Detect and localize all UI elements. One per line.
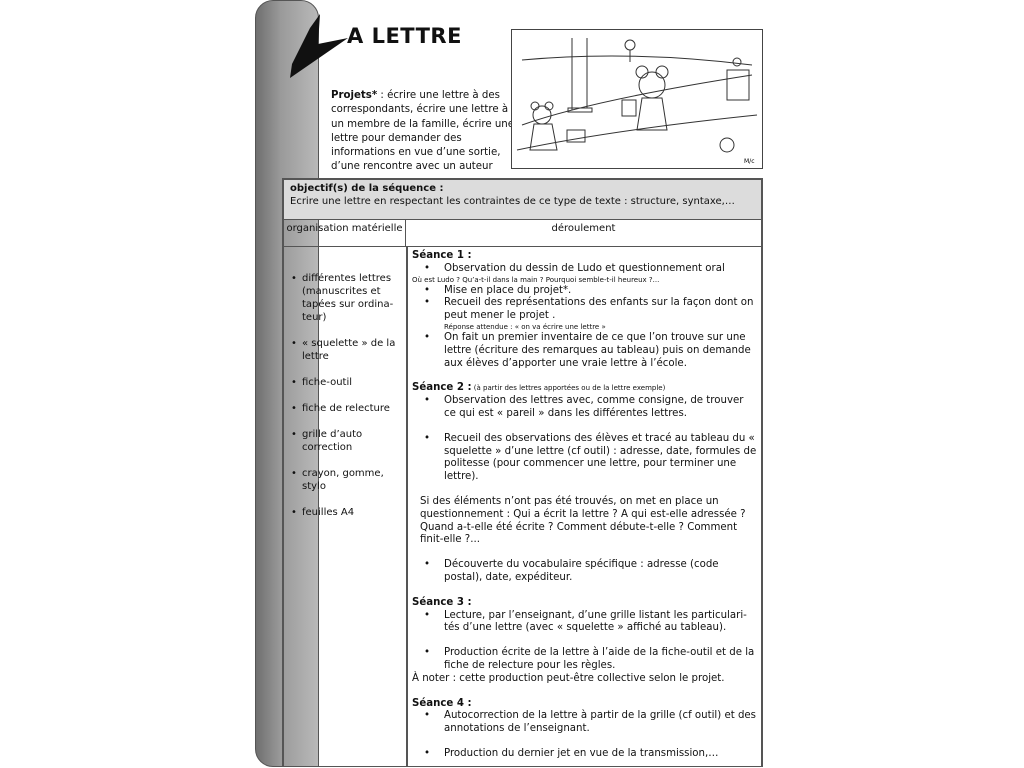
seance-1-note: Où est Ludo ? Qu’a-t-il dans la main ? Pourquoi semble-t-il heureux ?...: [412, 275, 660, 284]
seance-1-note: Réponse attendue : « on va écrire une lettre »: [444, 322, 606, 331]
seance-3-note: À noter : cette production peut-être collective selon le projet.: [412, 672, 725, 684]
seance-4-item: • Production du dernier jet en vue de la transmission,…: [412, 748, 757, 761]
materiel-item: • différentes lettres (manuscrites et tapées sur ordina-teur): [290, 272, 402, 324]
seance-3-item: • Production écrite de la lettre à l’aide de la fiche-outil et de la fiche de relecture pour les règles.: [412, 647, 757, 673]
materiel-item: • feuilles A4: [290, 506, 402, 519]
materiel-item: • grille d’auto correction: [290, 428, 402, 454]
seance-2-title: Séance 2 :: [412, 382, 472, 394]
seance-1-item: • On fait un premier inventaire de ce que l’on trouve sur une lettre (écriture des remarques au tableau) puis on demande aux élèves d’apporter une vraie lettre à l’école.: [412, 332, 757, 370]
materiel-item: • crayon, gomme, stylo: [290, 467, 402, 493]
seance-1-item: • Recueil des représentations des enfants sur la façon dont on peut mener le projet .: [412, 297, 757, 323]
illustration-signature: M/c: [744, 158, 755, 165]
materiel-item: • fiche de relecture: [290, 402, 402, 415]
seance-4-title: Séance 4 :: [412, 697, 472, 709]
ludo-mouse-park-drawing-icon: [511, 29, 763, 169]
slanted-L-shape-logo-icon: [288, 14, 348, 80]
column-header-deroulement: déroulement: [406, 220, 761, 247]
projets-description: : écrire une lettre à des correspondants, écrire une lettre à un membre de la famille, écrire une lettre pour demander des informations en vue d’une sortie, d’une rencontre avec un auteur: [331, 90, 515, 173]
table-bottom-border: [282, 766, 763, 767]
deroulement-content: [412, 250, 757, 761]
materiel-item: • fiche-outil: [290, 376, 402, 389]
sequence-table: [282, 178, 763, 767]
seance-3-title: Séance 3 :: [412, 596, 472, 608]
objectif-label: objectif(s) de la séquence :: [290, 183, 444, 194]
seance-4-item: • Autocorrection de la lettre à partir de la grille (cf outil) et des annotations de l’enseignant.: [412, 710, 757, 736]
seance-2-item: • Observation des lettres avec, comme consigne, de trouver ce qui est « pareil » dans les différentes lettres.: [412, 395, 757, 421]
objectif-section: [284, 180, 761, 220]
projets-text: [331, 89, 516, 175]
seance-2-item: • Découverte du vocabulaire spécifique : adresse (code postal), date, expéditeur.: [412, 559, 757, 585]
seance-2-heading: [412, 382, 757, 395]
seance-1-item: • Observation du dessin de Ludo et questionnement oral: [412, 263, 757, 276]
seance-1-item: • Mise en place du projet*.: [412, 285, 757, 298]
page-title: A LETTRE: [347, 24, 462, 48]
projets-label: Projets*: [331, 90, 378, 101]
seance-2-item: • Recueil des observations des élèves et tracé au tableau du « squelette » d’une lettre (cf outil) : adresse, date, formules de politesse (pour commencer une lettre, pour terminer une lettre).: [412, 433, 757, 484]
seance-3-item: • Lecture, par l’enseignant, d’une grille listant les particulari-tés d’une lettre (avec « squelette » affiché au tableau).: [412, 610, 757, 636]
seance-2-subtitle: (à partir des lettres apportées ou de la lettre exemple): [471, 384, 666, 393]
objectif-text: Ecrire une lettre en respectant les contraintes de ce type de texte : structure, syntaxe,…: [290, 196, 735, 207]
column-divider: [406, 247, 408, 767]
seance-1-title: Séance 1 :: [412, 250, 472, 261]
materiel-item: • « squelette » de la lettre: [290, 337, 402, 363]
seance-2-paragraph: Si des éléments n’ont pas été trouvés, on met en place un questionnement : Qui a écrit la lettre ? A qui est-elle adressée ? Quand a-t-elle été écrite ? Comment débute-t-elle ? Comment finit-elle ?...: [420, 495, 746, 546]
materiel-list: [290, 272, 402, 532]
column-header-organisation: organisation matérielle: [284, 220, 406, 247]
